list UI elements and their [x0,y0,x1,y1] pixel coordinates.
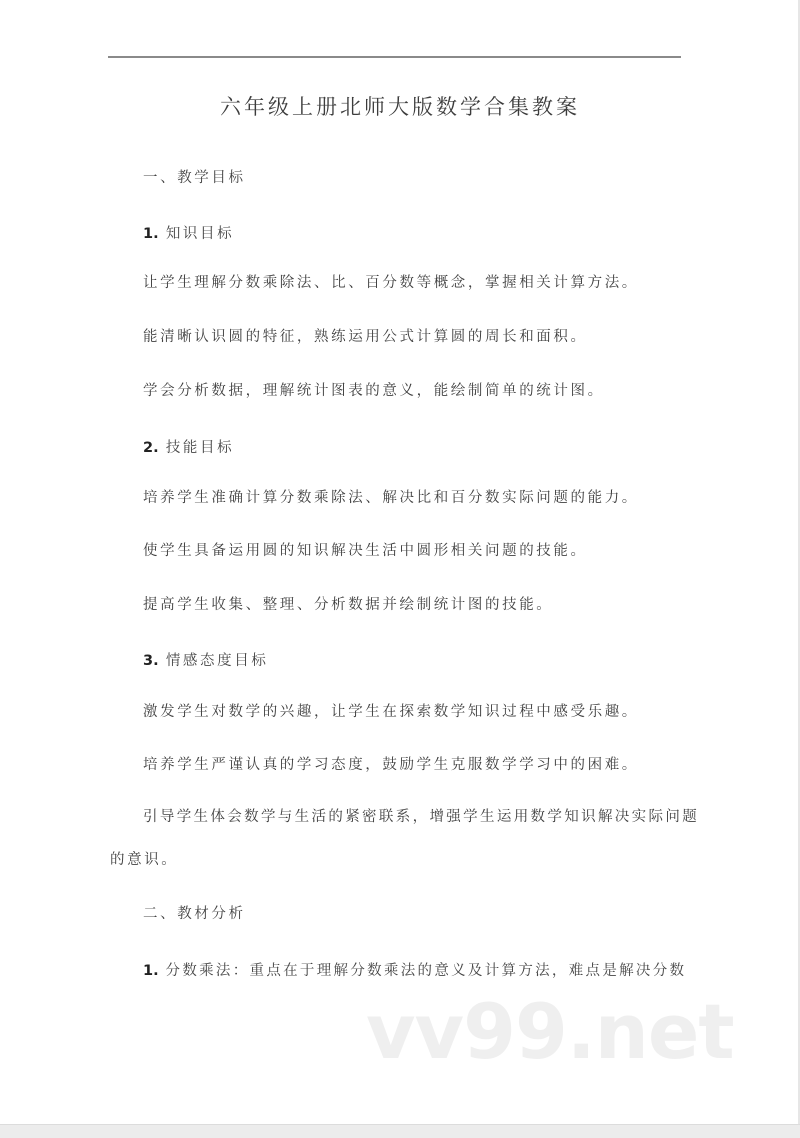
subsection-number: 1. [143,963,159,979]
paragraph-continuation: 的意识。 [110,852,179,868]
paragraph: 培养学生严谨认真的学习态度，鼓励学生克服数学学习中的困难。 [143,757,639,773]
subsection-label: 情感态度目标 [165,653,269,669]
subsection-number: 3. [143,653,159,669]
subsection-heading-attitude-goals [143,650,268,672]
paragraph: 激发学生对数学的兴趣，让学生在探索数学知识过程中感受乐趣。 [143,704,639,720]
paragraph: 能清晰认识圆的特征，熟练运用公式计算圆的周长和面积。 [143,329,588,345]
section-heading-teaching-goals: 一、教学目标 [143,170,246,186]
subsection-label: 技能目标 [165,440,235,456]
subsection-number: 1. [143,226,159,242]
document-title: 六年级上册北师大版数学合集教案 [220,95,580,119]
watermark: vv99.net [366,987,734,1076]
page-bottom-edge [0,1124,800,1138]
subsection-heading-skill-goals [143,437,234,459]
subsection-heading-knowledge-goals [143,223,234,245]
paragraph: 使学生具备运用圆的知识解决生活中圆形相关问题的技能。 [143,543,588,559]
subsection-number: 2. [143,440,159,456]
paragraph: 培养学生准确计算分数乘除法、解决比和百分数实际问题的能力。 [143,490,639,506]
paragraph: 提高学生收集、整理、分析数据并绘制统计图的技能。 [143,597,554,613]
section-heading-textbook-analysis: 二、教材分析 [143,906,246,922]
paragraph: 学会分析数据，理解统计图表的意义，能绘制简单的统计图。 [143,383,605,399]
paragraph: 引导学生体会数学与生活的紧密联系，增强学生运用数学知识解决实际问题 [143,809,700,825]
subsection-heading-fraction-multiplication [143,960,686,982]
header-rule [108,56,681,58]
paragraph: 让学生理解分数乘除法、比、百分数等概念，掌握相关计算方法。 [143,275,639,291]
subsection-label: 分数乘法：重点在于理解分数乘法的意义及计算方法，难点是解决分数 [165,963,687,979]
subsection-label: 知识目标 [165,226,235,242]
